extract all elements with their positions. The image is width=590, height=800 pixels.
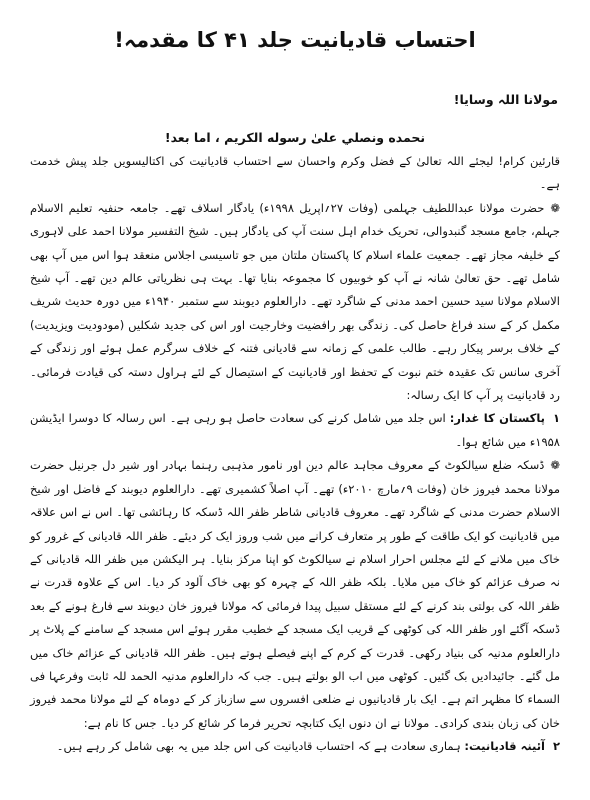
item-number: ۱ [552,411,561,426]
paragraph-text: ڈسکہ ضلع سیالکوٹ کے معروف مجاہد عالم دین اور نامور مذہبی رہنما بہادر اور شیر دل جرنیل حضرت مولانا محمد فیروز خان (وفات ۹؍مارچ ۲۰۱۰ء) تھے۔ آپ اصلاً کشمیری تھے۔ دارالعلوم دیوبند کے فاضل اور شیخ الاسلام حضرت مدنی کے شاگرد تھے۔ معروف قادیانی شاطر ظفر اللہ ڈسکہ کا رہائشی تھا۔ اس نے اس علاقہ میں قادیانیت کو ایک طاقت کے طور پر متعارف کرانے میں شب وروز ایک کر دیئے۔ ظفر اللہ قادیانی کے غرور کو خاک میں ملانے کے لئے مجلس احرار اسلام نے سیالکوٹ کو اپنا مرکز بنایا۔ ہر الیکشن میں ظفر اللہ قادیانی کے نہ صرف عزائم کو خاک میں ملایا۔ بلکہ ظفر اللہ کے چہرہ کو بھی خاک آلود کر دیا۔ اس کے علاوہ قدرت نے ظفر اللہ کی بولتی بند کرنے کے لئے مستقل سبیل پیدا فرمائی کہ مولانا فیروز خان دیوبند سے فارغ ہونے کے بعد ڈسکہ آگئے اور ظفر اللہ کی کوٹھی کے قریب ایک مسجد کے خطیب مقرر ہوئے اس مسجد کے سامنے کے پلاٹ پر دارالعلوم مدنیہ کی بنیاد رکھی۔ قدرت کے کرم کے اپنے فیصلے ہوتے ہیں۔ ظفر اللہ قادیانی کے عزائم خاک میں مل گئے۔ جائیدادیں بک گئیں۔ کوٹھی میں اب الو بولتے ہیں۔ جب کہ دارالعلوم مدنیہ الحمد للہ ثابت وفرعہا فی السماء کا مظہر اتم ہے۔ ایک بار قادیانیوں نے ضلعی افسروں سے سازباز کر کے دوماہ کے لئے مولانا محمد فیروز خان کی زبان بندی کرادی۔ مولانا نے ان دنوں ایک کتابچہ تحریر فرما کر شائع کر دیا۔ جس کا نام ہے: [30,458,560,730]
flower-bullet-icon: ❁ [550,200,560,215]
intro-paragraph: قارئین کرام! لیجئے اللہ تعالیٰ کے فضل وکرم واحسان سے احتساب قادیانیت کی اکتالیسویں جلد پیش خدمت ہے۔ [30,154,560,192]
salutation-heading: نحمده ونصلي علىٰ رسوله الكريم ، اما بعد! [164,130,426,145]
page-title: احتساب قادیانیت جلد ۴۱ کا مقدمہ! [114,28,476,52]
list-item [30,735,560,758]
item-title: آئینہ قادیانیت: [464,739,545,754]
paragraph-feroz-khan [30,454,560,735]
item-text: ہماری سعادت ہے کہ احتساب قادیانیت کی اس جلد میں یہ بھی شامل کر رہے ہیں۔ [56,739,461,754]
item-title: پاکستان کا غدار: [449,411,545,426]
item-number: ۲ [552,739,560,754]
body-text [30,150,560,759]
list-item [30,407,560,454]
paragraph-text: حضرت مولانا عبداللطیف جہلمی (وفات ۲۷؍اپریل ۱۹۹۸ء) یادگار اسلاف تھے۔ جامعہ حنفیہ تعلیم الاسلام جہلم، جامع مسجد گنبدوالی، تحریک خدام اہل سنت آپ کی یادگار ہیں۔ شیخ التفسیر مولانا احمد علی لاہوری کے خلیفہ مجاز تھے۔ جمعیت علماء اسلام کا پاکستان ملتان میں جو تاسیسی اجلاس منعقد ہوا اس میں آپ بھی شامل تھے۔ حق تعالیٰ شانہ نے آپ کو خوبیوں کا مجموعہ بنایا تھا۔ بہت ہی نظریاتی عالم دین تھے۔ آپ شیخ الاسلام مولانا سید حسین احمد مدنی کے شاگرد تھے۔ دارالعلوم دیوبند سے ستمبر ۱۹۴۰ء میں دورہ حدیث شریف مکمل کر کے سند فراغ حاصل کی۔ زندگی بھر رافضیت وخارجیت اور اس کی جدید شکلیں (مودودیت ویزیدیت) کے خلاف برسر پیکار رہے۔ طالب علمی کے زمانہ سے قادیانی فتنہ کے خلاف سرگرم عمل ہوئے اور زندگی کے آخری سانس تک عقیدہ ختم نبوت کے تحفظ اور قادیانیت کے استیصال کے لئے ہراول دستہ کی قیادت فرمائی۔ رد قادیانیت پر آپ کا ایک رسالہ: [30,200,560,403]
flower-bullet-icon: ❁ [550,458,560,473]
item-text: اس جلد میں شامل کرنے کی سعادت حاصل ہو رہی ہے۔ اس رسالہ کا دوسرا ایڈیشن ۱۹۵۸ء میں شائع ہوا۔ [30,411,560,449]
author-name: مولانا اللہ وسایا! [453,92,558,107]
paragraph-abdul-latif [30,197,560,408]
